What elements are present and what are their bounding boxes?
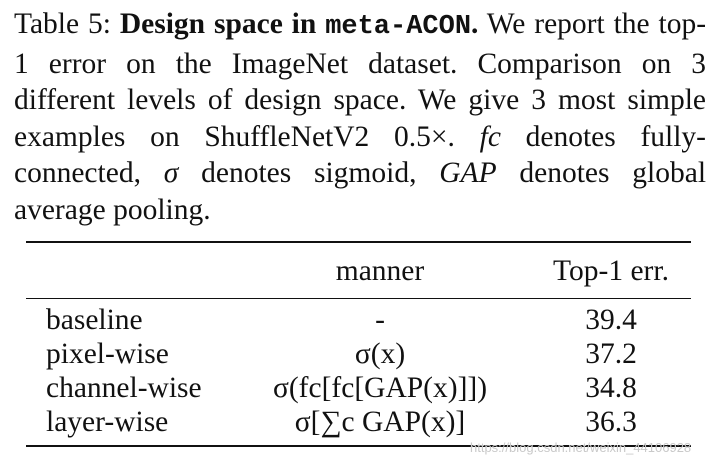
table-caption [14,6,706,228]
header-manner: manner [335,255,425,287]
row-name: pixel-wise [46,338,169,370]
row-name: channel-wise [46,372,202,404]
caption-fc-symbol: fc [479,120,501,153]
row-manner: σ(x) [354,338,406,370]
row-name: layer-wise [46,406,169,438]
caption-text-2: denotes fully-connected, [14,120,707,189]
caption-title-suffix: . [471,8,479,40]
row-error: 37.2 [585,338,637,370]
caption-text-4: denotes global average pooling. [14,157,707,226]
row-error: 39.4 [585,304,637,336]
caption-sigma-symbol: σ [163,157,179,189]
row-error: 36.3 [585,406,637,438]
caption-title-prefix: Design space in [119,8,317,40]
row-manner: - [375,304,385,336]
table-mid-rule [26,298,691,299]
row-manner: σ(fc[fc[GAP(x)]]) [272,372,488,404]
header-top1-error: Top-1 err. [553,255,669,287]
caption-text-1: We report the top-1 error on the ImageNet dataset. Comparison on 3 different levels of design space. We give 3 most simple examples on ShuffleNetV2 0.5×. [14,8,707,153]
row-error: 34.8 [585,372,637,404]
row-name: baseline [46,304,143,336]
table-top-rule [26,241,691,243]
caption-title-code: meta-ACON [325,12,472,42]
caption-gap-symbol: GAP [439,157,497,189]
watermark-text: https://blog.csdn.net/weixin_44106928 [470,440,692,455]
caption-label: Table 5: [14,8,111,40]
row-manner: σ[∑c GAP(x)] [294,406,466,438]
caption-text-3: denotes sigmoid, [201,157,417,189]
